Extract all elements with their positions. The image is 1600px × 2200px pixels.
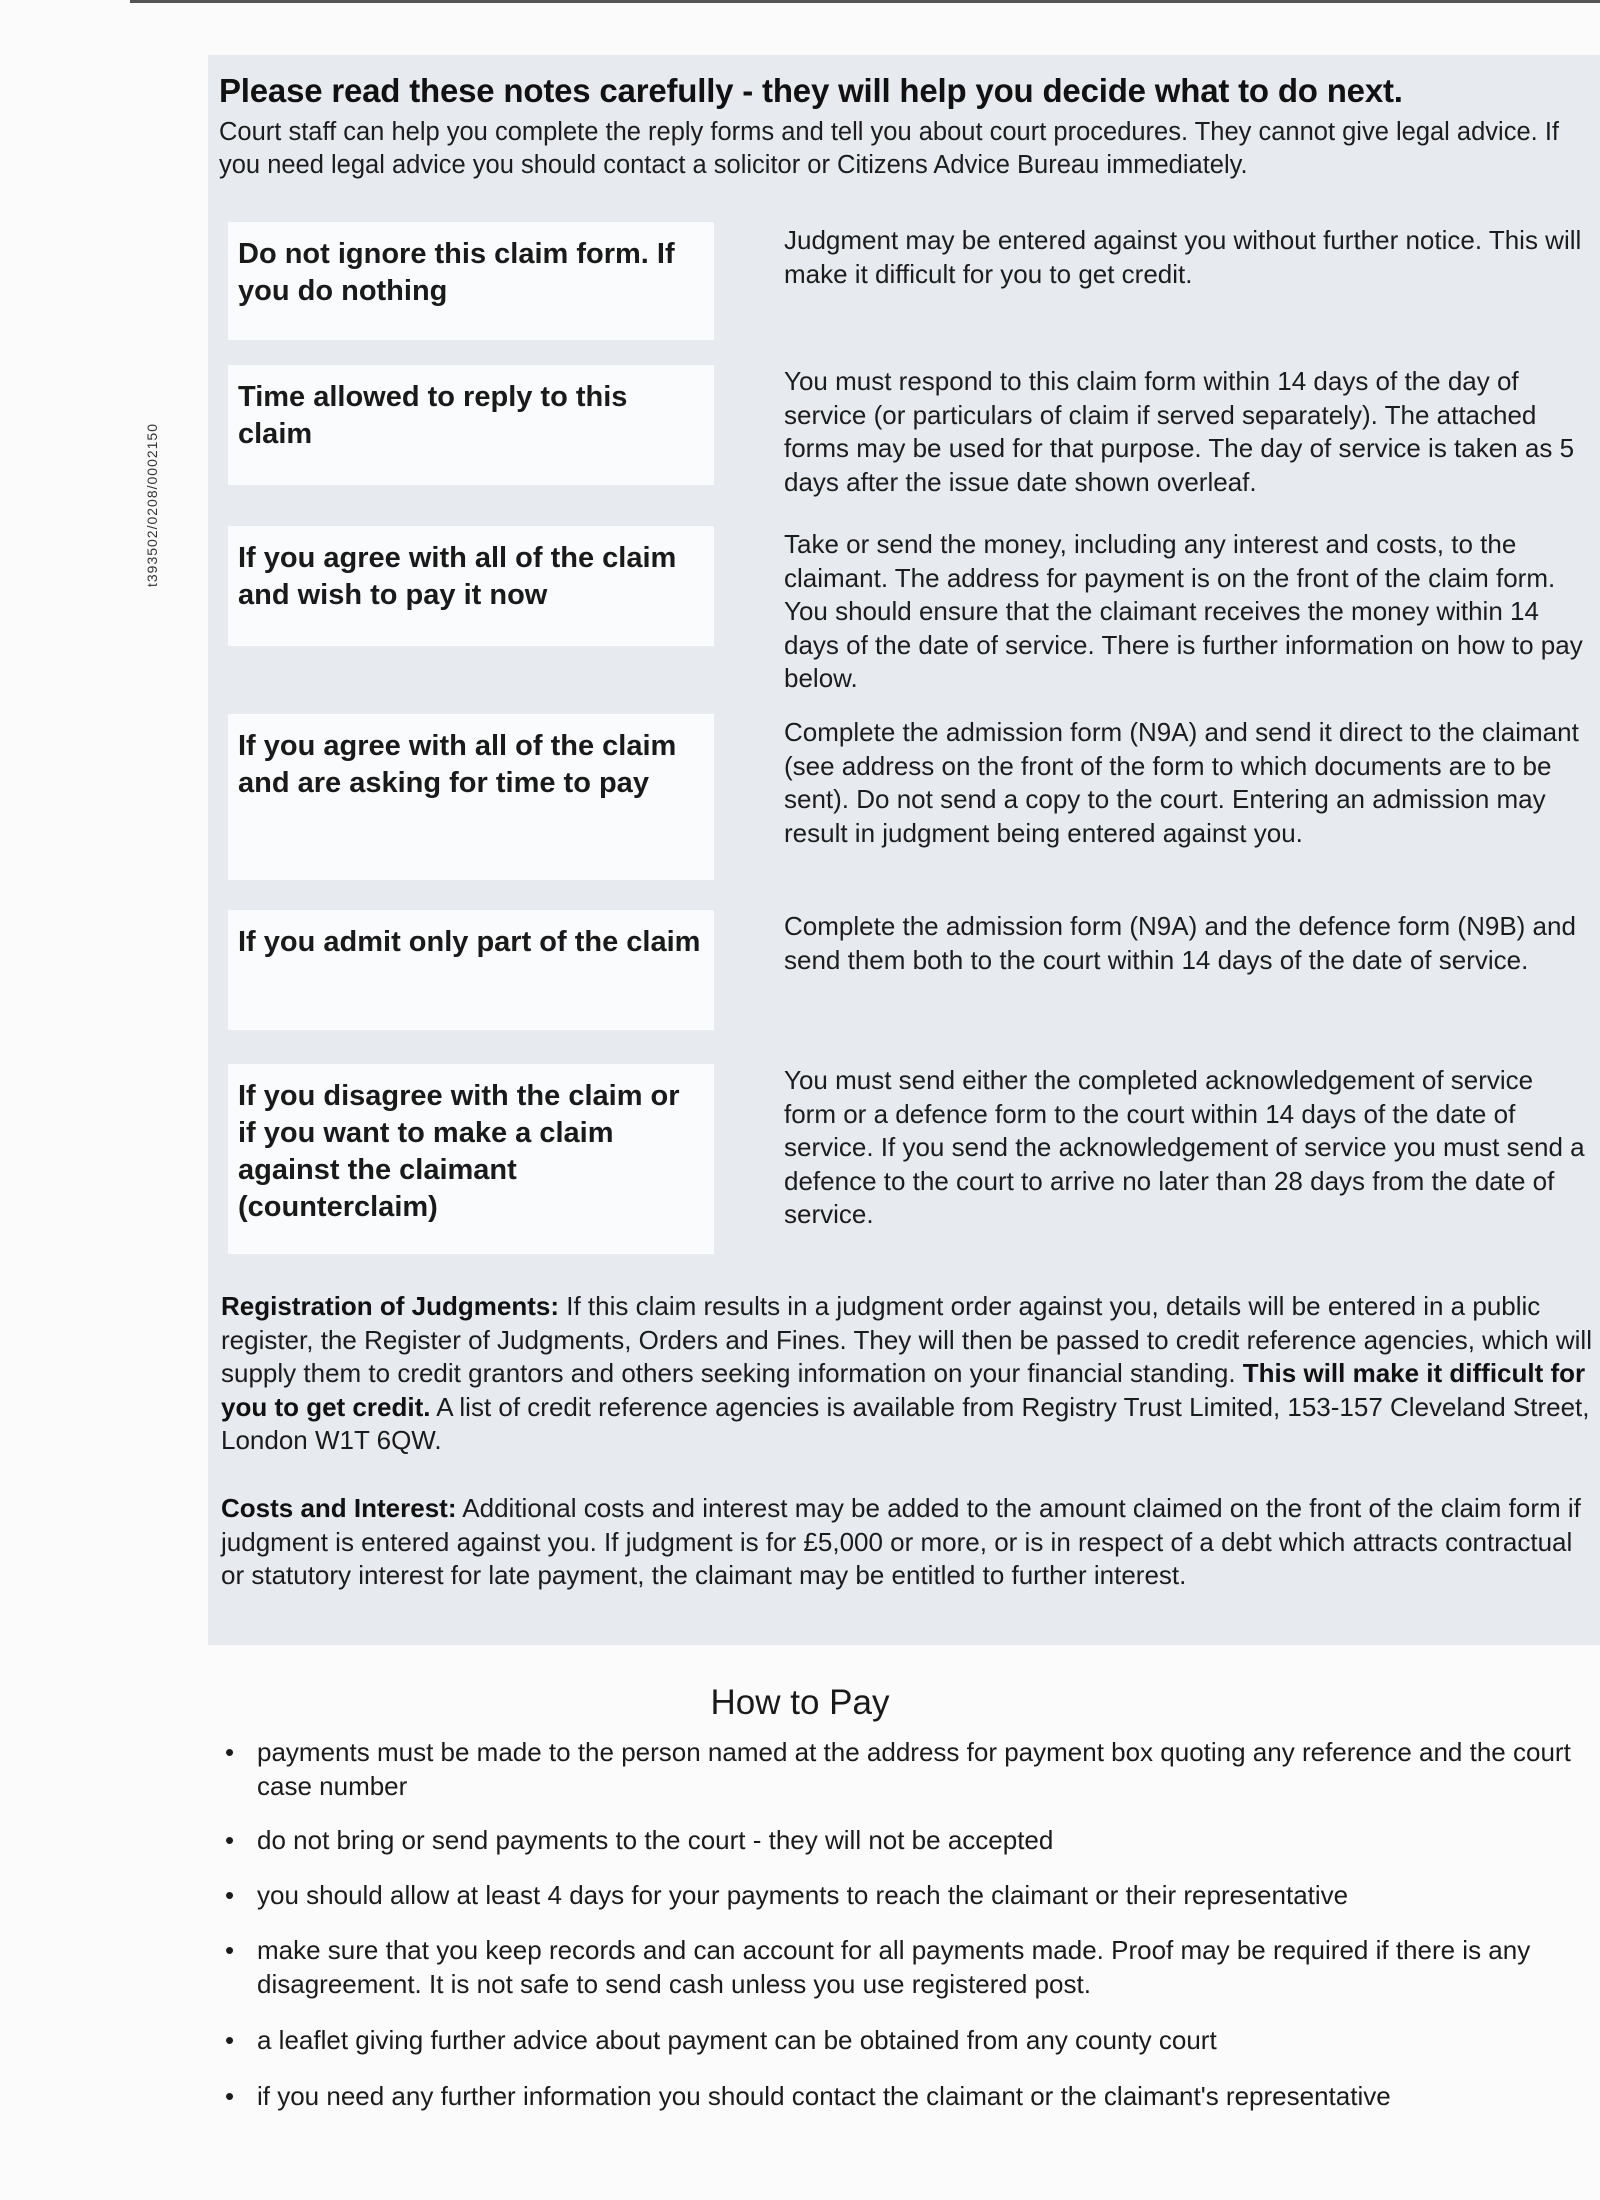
page-title: Please read these notes carefully - they will help you decide what to do next.	[219, 72, 1403, 109]
intro-text: Court staff can help you complete the reply forms and tell you about court procedures. They cannot give legal advice. If you need legal advice you should contact a solicitor or Citizens Advice Bureau immediately.	[219, 118, 1559, 179]
list-item	[225, 1878, 1595, 1912]
registration-heading: Registration of Judgments:	[221, 1291, 560, 1321]
note-label: If you disagree with the claim or if you want to make a claim against the claimant (counterclaim)	[228, 1064, 714, 1254]
list-item	[225, 1735, 1595, 1803]
list-item-text: if you need any further information you should contact the claimant or the claimant's representative	[257, 2081, 1391, 2111]
costs-text: Additional costs and interest may be added to the amount claimed on the front of the claim form if judgment is entered against you. If judgment is for £5,000 or more, or is in respect of a debt which attracts contractual or statutory interest for late payment, the claimant may be entitled to further interest.	[221, 1493, 1581, 1590]
bullet-icon: •	[225, 2025, 235, 2055]
top-rule	[130, 0, 1600, 3]
registration-of-judgments	[221, 1290, 1596, 1458]
bullet-icon: •	[225, 1825, 235, 1855]
costs-and-interest	[221, 1492, 1596, 1593]
list-item-text: make sure that you keep records and can account for all payments made. Proof may be required if there is any disagreement. It is not safe to send cash unless you use registered post.	[257, 1935, 1531, 1999]
registration-text: If this claim results in a judgment order against you, details will be entered in a public register, the Register of Judgments, Orders and Fines. They will then be passed to credit reference agencies, which will supply them to credit grantors and others seeking information on your financial standing.	[221, 1291, 1592, 1388]
note-label: If you agree with all of the claim and wish to pay it now	[228, 526, 714, 646]
note-label: If you agree with all of the claim and are asking for time to pay	[228, 714, 714, 880]
bullet-icon: •	[225, 1935, 235, 1965]
bullet-icon: •	[225, 1880, 235, 1910]
registration-agencies-text: A list of credit reference agencies is available from Registry Trust Limited, 153-157 Cleveland Street, London W1T 6QW.	[221, 1391, 1590, 1455]
bullet-icon: •	[225, 2081, 235, 2111]
list-item	[225, 1823, 1595, 1857]
note-text: Take or send the money, including any interest and costs, to the claimant. The address for payment is on the front of the claim form. You should ensure that the claimant receives the money within 14 days of the date of service. There is further information on how to pay below.	[784, 529, 1583, 693]
note-text: Complete the admission form (N9A) and the defence form (N9B) and send them both to the court within 14 days of the date of service.	[784, 911, 1576, 975]
note-label: If you admit only part of the claim	[228, 910, 714, 1030]
list-item	[225, 2079, 1595, 2113]
costs-heading: Costs and Interest:	[221, 1493, 457, 1523]
note-label: Do not ignore this claim form. If you do nothing	[228, 222, 714, 340]
list-item-text: you should allow at least 4 days for your payments to reach the claimant or their representative	[257, 1880, 1349, 1910]
form-reference-code: t393502/0208/0002150	[144, 422, 160, 588]
list-item	[225, 1933, 1595, 2001]
note-text: You must send either the completed acknowledgement of service form or a defence form to the court within 14 days of the date of service. If you send the acknowledgement of service you must send a defence to the court to arrive no later than 28 days from the date of service.	[784, 1065, 1585, 1229]
note-text: You must respond to this claim form within 14 days of the day of service (or particulars of claim if served separately). The attached forms may be used for that purpose. The day of service is taken as 5 days after the issue date shown overleaf.	[784, 366, 1575, 497]
note-label: Time allowed to reply to this claim	[228, 365, 714, 485]
registration-warning: This will make it difficult for you to get credit.	[221, 1358, 1586, 1422]
list-item-text: do not bring or send payments to the court - they will not be accepted	[257, 1825, 1054, 1855]
list-item-text: a leaflet giving further advice about payment can be obtained from any county court	[257, 2025, 1217, 2055]
how-to-pay-title: How to Pay	[710, 1683, 890, 1722]
bullet-icon: •	[225, 1737, 235, 1767]
list-item	[225, 2023, 1595, 2057]
note-text: Complete the admission form (N9A) and send it direct to the claimant (see address on the front of the form to which documents are to be sent). Do not send a copy to the court. Entering an admission may result in judgment being entered against you.	[784, 717, 1579, 848]
list-item-text: payments must be made to the person named at the address for payment box quoting any reference and the court case number	[257, 1737, 1571, 1801]
notes-header	[219, 72, 1589, 182]
note-text: Judgment may be entered against you without further notice. This will make it difficult for you to get credit.	[784, 225, 1582, 289]
